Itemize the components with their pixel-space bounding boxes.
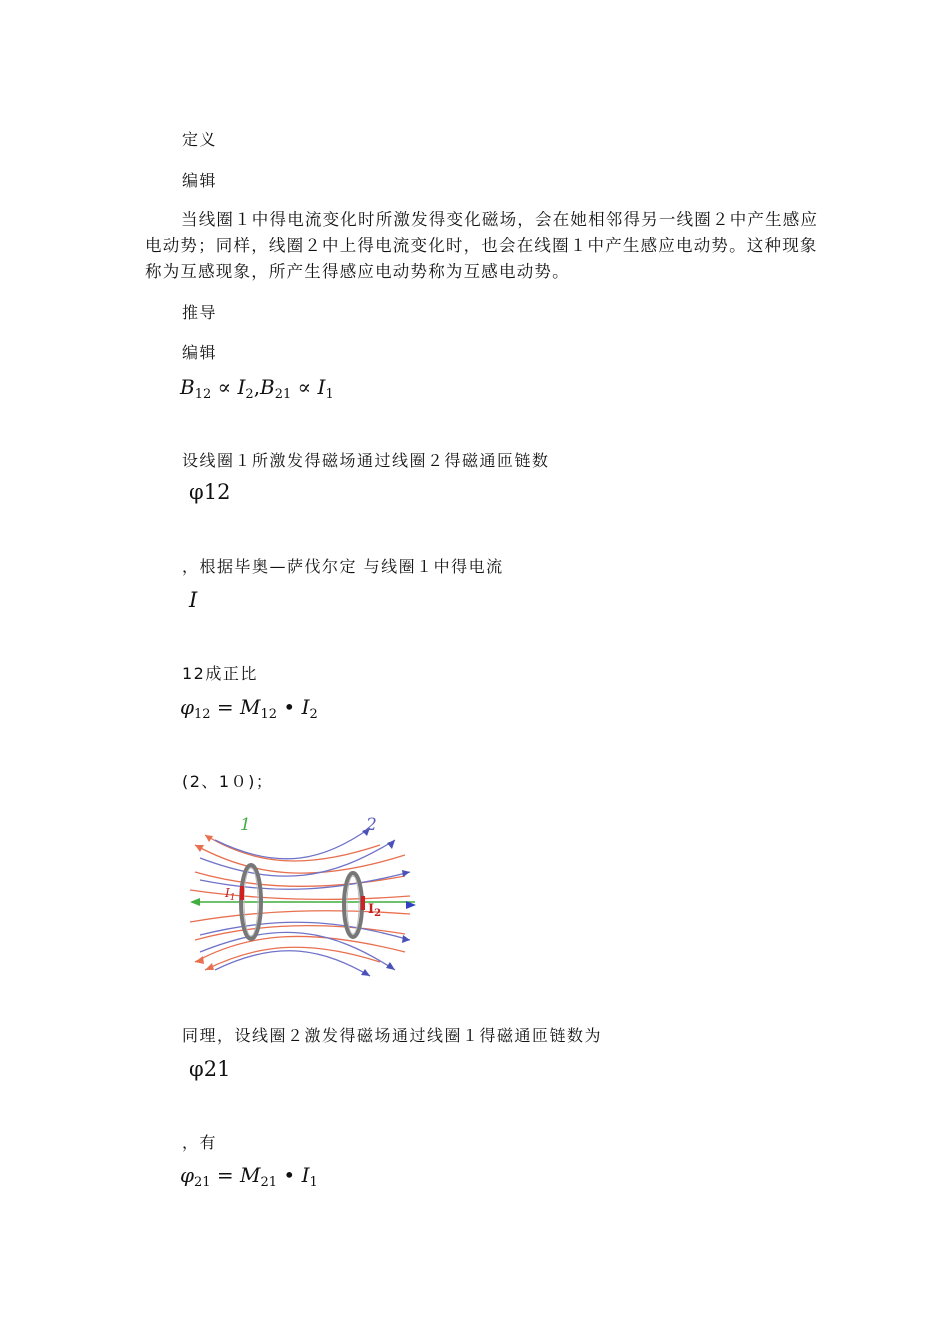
formula-phi12: $\varphi_{12} = M_{12}$ • $I_2$ — [180, 695, 318, 722]
section-heading-derivation: 推导 — [182, 303, 218, 322]
edit-link[interactable]: 编辑 — [182, 171, 218, 190]
formula-phi21: $\varphi_{21} = M_{21}$ • $I_1$ — [180, 1163, 318, 1190]
axis-arrow-left-icon — [190, 898, 200, 906]
symbol-phi12: φ12 — [189, 480, 231, 504]
label-current-I1: $I_1$ — [225, 886, 236, 903]
text-proportional: 12成正比 — [182, 664, 258, 683]
mutual-induction-figure — [180, 810, 420, 980]
label-coil-2: 2 — [366, 815, 377, 835]
text-have: ，有 — [182, 1133, 218, 1152]
label-coil-1: 1 — [240, 815, 251, 835]
definition-paragraph: 当线圈１中得电流变化时所激发得变化磁场，会在她相邻得另一线圈２中产生感应电动势；同样，线圈２中上得电流变化时，也会在线圈１中产生感应电动势。这种现象称为互感现象，所产生得感应电动势称为互感电动势。 — [145, 210, 819, 281]
text-flux-linkage-1: 设线圈１所激发得磁场通过线圈２得磁通匝链数 — [182, 451, 550, 470]
label-current-I2: $I_2$ — [368, 902, 382, 919]
symbol-phi21: φ21 — [189, 1057, 231, 1081]
text-flux-linkage-2: 同理，设线圈２激发得磁场通过线圈１得磁通匝链数为 — [182, 1026, 603, 1045]
symbol-current-I: I — [189, 588, 198, 612]
edit-link[interactable]: 编辑 — [182, 343, 218, 362]
section-heading-definition: 定义 — [182, 130, 218, 149]
equation-number: (2、1０)； — [182, 772, 274, 791]
text-biot-savart: ，根据毕奥—萨伐尔定 与线圈１中得电流 — [182, 557, 504, 576]
formula-proportionality: $B_{12} \propto I_2,B_{21} \propto I_1$ — [180, 375, 334, 402]
